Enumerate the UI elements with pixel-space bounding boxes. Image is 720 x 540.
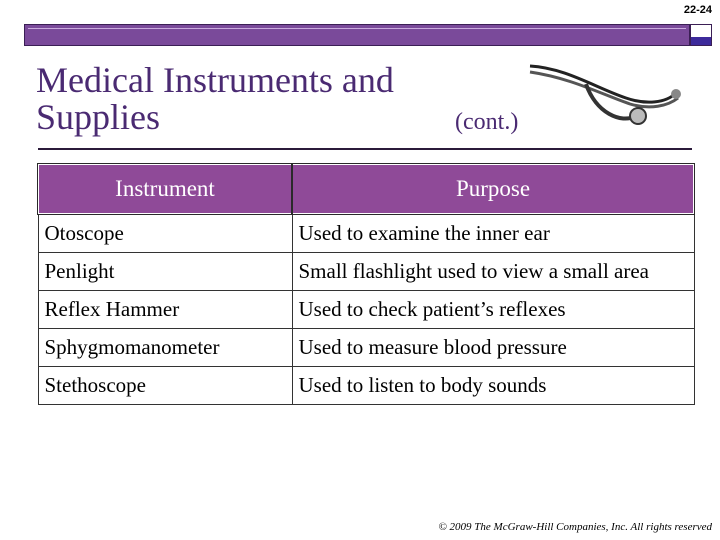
page-title bbox=[36, 62, 518, 141]
cell-instrument: Otoscope bbox=[38, 214, 292, 253]
slide-number: 22-24 bbox=[683, 4, 712, 16]
cell-instrument: Penlight bbox=[38, 253, 292, 291]
cell-instrument: Sphygmomanometer bbox=[38, 329, 292, 367]
cell-purpose: Used to examine the inner ear bbox=[292, 214, 694, 253]
title-suffix: (cont.) bbox=[455, 109, 519, 135]
cell-instrument: Stethoscope bbox=[38, 367, 292, 405]
table-row bbox=[38, 214, 694, 253]
cell-purpose: Used to check patient’s reflexes bbox=[292, 291, 694, 329]
table-row bbox=[38, 253, 694, 291]
instrument-table bbox=[37, 163, 695, 405]
header-purpose: Purpose bbox=[292, 164, 694, 214]
stethoscope-icon bbox=[526, 58, 686, 136]
title-main: Medical Instruments and Supplies bbox=[36, 60, 394, 137]
header-corner-box bbox=[690, 24, 712, 46]
title-divider bbox=[38, 148, 692, 150]
cell-purpose: Used to listen to body sounds bbox=[292, 367, 694, 405]
header-bar bbox=[24, 24, 690, 46]
table-row bbox=[38, 367, 694, 405]
table-row bbox=[38, 291, 694, 329]
header-instrument: Instrument bbox=[38, 164, 292, 214]
cell-purpose: Used to measure blood pressure bbox=[292, 329, 694, 367]
copyright-footer: © 2009 The McGraw-Hill Companies, Inc. All rights reserved bbox=[438, 521, 712, 533]
cell-purpose: Small flashlight used to view a small area bbox=[292, 253, 694, 291]
cell-instrument: Reflex Hammer bbox=[38, 291, 292, 329]
table-header-row bbox=[38, 164, 694, 214]
table-row bbox=[38, 329, 694, 367]
